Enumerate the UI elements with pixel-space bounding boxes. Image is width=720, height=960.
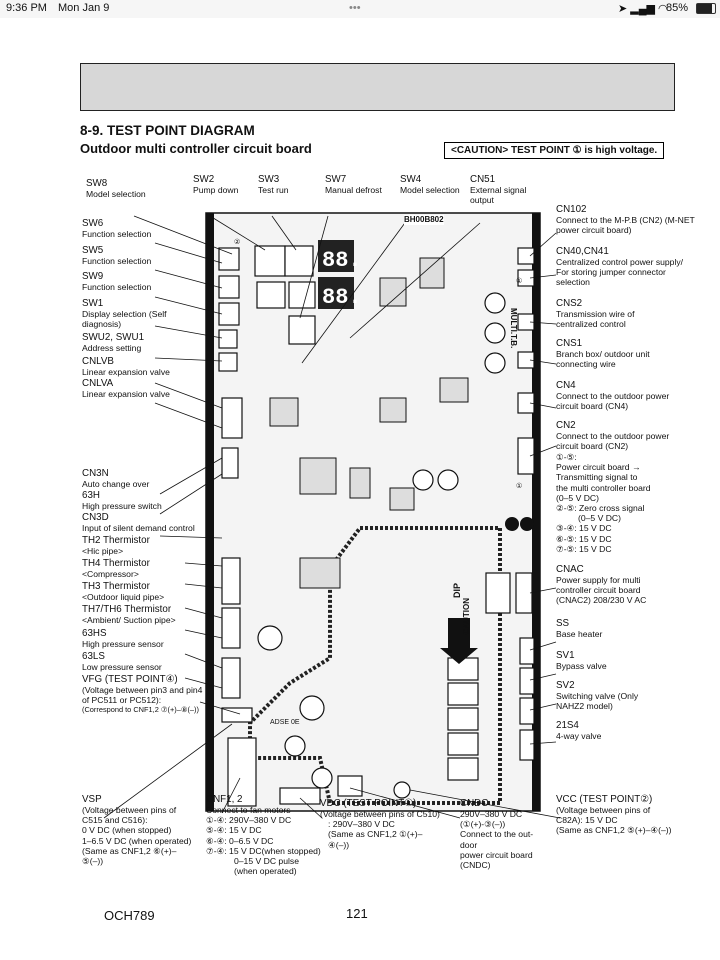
caution-silkscreen: CAUTION [462, 598, 471, 635]
label-sw8: SW8 Model selection [86, 178, 146, 199]
caution-box: <CAUTION> TEST POINT ① is high voltage. [444, 142, 664, 159]
status-date: Mon Jan 9 [58, 2, 110, 14]
svg-text:①: ① [516, 482, 523, 490]
svg-text:②: ② [234, 238, 241, 246]
label-cnlva: CNLVA Linear expansion valve [82, 378, 170, 399]
label-cns2: CNS2 Transmission wire of centralized control [556, 298, 635, 330]
page-number: 121 [346, 906, 368, 921]
label-21s4: 21S4 4-way valve [556, 720, 602, 741]
cn2-detail: ①-⑤: Power circuit board → Transmitting signal to the multi controller board (0–5 V DC) ②-⑤: Zero cross signal (0–5 V DC) ③-④: 15 V DC ⑥-⑤: 15 V DC ⑦-⑤: 15 V DC [556, 452, 651, 554]
label-cndc: CNDC 290V–380 V DC (①(+)-③(–)) Connect to the out- door power circuit board (CNDC) [460, 798, 534, 871]
label-th7: TH7/TH6 Thermistor <Ambient/ Suction pipe> [82, 604, 176, 625]
label-th2: TH2 Thermistor <Hic pipe> [82, 535, 150, 556]
label-63hs: 63HS High pressure sensor [82, 628, 164, 649]
status-bar [0, 0, 720, 18]
document-page [0, 18, 720, 960]
svg-text:88.: 88. [322, 285, 362, 310]
label-sv1: SV1 Bypass valve [556, 650, 607, 671]
label-cn102: CN102 Connect to the M-P.B (CN2) (M-NET power circuit board) [556, 204, 695, 236]
label-sw3: SW3 Test run [258, 174, 289, 195]
label-cn2: CN2 Connect to the outdoor power circuit board (CN2) [556, 420, 670, 452]
label-cnlvb: CNLVB Linear expansion valve [82, 356, 170, 377]
label-sw1: SW1 Display selection (Self diagnosis) [82, 298, 167, 330]
section-title: 8-9. TEST POINT DIAGRAM [80, 123, 255, 138]
svg-text:①: ① [516, 277, 523, 285]
svg-text:88.: 88. [322, 248, 362, 273]
dip-label: DIP [452, 583, 462, 599]
label-sw7: SW7 Manual defrost [325, 174, 382, 195]
label-cns1: CNS1 Branch box/ outdoor unit connecting wire [556, 338, 650, 370]
battery-level: 85% [666, 2, 689, 14]
label-cnf: CNF1, 2 Connect to fan motors ①-④: 290V–380 V DC ⑤-④: 15 V DC ⑥-④: 0–6.5 V DC ⑦-④: 15 V DC(when stopped) 0–15 V DC pulse (when operated) [206, 794, 321, 877]
label-th4: TH4 Thermistor <Compressor> [82, 558, 150, 579]
label-cn3d: CN3D Input of silent demand control [82, 512, 195, 533]
label-cn40: CN40,CN41 Centralized control power supply/ For storing jumper connector selection [556, 246, 684, 288]
label-sw6: SW6 Function selection [82, 218, 152, 239]
status-time: 9:36 PM [6, 2, 47, 14]
label-vdc-test-point: VDC (TEST POINT①) (Voltage between pins of C510) : 290V–380 V DC (Same as CNF1,2 ①(+)– ④(–)) [320, 798, 440, 850]
board-part-number: BH00B802 [404, 215, 444, 224]
doc-code: OCH789 [104, 908, 155, 923]
label-sw4: SW4 Model selection [400, 174, 460, 195]
label-63ls: 63LS Low pressure sensor [82, 651, 162, 672]
label-cnac: CNAC Power supply for multi controller circuit board (CNAC2) 208/230 V AC [556, 564, 647, 606]
label-vfg-test-point: VFG (TEST POINT④) (Voltage between pin3 and pin4 of PC511 or PC512): (Correspond to CNF1,2 ⑦(+)–⑧(–)) [82, 674, 203, 715]
label-sw9: SW9 Function selection [82, 271, 152, 292]
label-swu: SWU2, SWU1 Address setting [82, 332, 145, 353]
label-th3: TH3 Thermistor <Outdoor liquid pipe> [82, 581, 165, 602]
label-sw5: SW5 Function selection [82, 245, 152, 266]
label-cn51: CN51 External signal output [470, 174, 527, 206]
multitask-dots[interactable]: ••• [349, 2, 361, 14]
dip-switch-text: ADSE 0E [270, 719, 300, 726]
label-sv2: SV2 Switching valve (Only NAHZ2 model) [556, 680, 639, 712]
section-subtitle: Outdoor multi controller circuit board [80, 141, 312, 156]
label-vsp: VSP (Voltage between pins of C515 and C516): 0 V DC (when stopped) 1–6.5 V DC (when operated) (Same as CNF1,2 ⑥(+)– ⑤(–)) [82, 794, 192, 867]
label-63h: 63H High pressure switch [82, 490, 162, 511]
label-cn4: CN4 Connect to the outdoor power circuit board (CN4) [556, 380, 670, 412]
board-multi-label: MULTI.T.B. [509, 308, 519, 349]
label-ss: SS Base heater [556, 618, 603, 639]
label-cn3n: CN3N Auto change over [82, 468, 150, 489]
battery-icon [696, 3, 716, 14]
label-vcc-test-point: VCC (TEST POINT②) (Voltage between pins of C82A): 15 V DC (Same as CNF1,2 ⑤(+)–④(–)) [556, 794, 672, 836]
label-sw2: SW2 Pump down [193, 174, 239, 195]
signal-icon: ➤ ▂▄▆ ◠ [618, 3, 668, 15]
